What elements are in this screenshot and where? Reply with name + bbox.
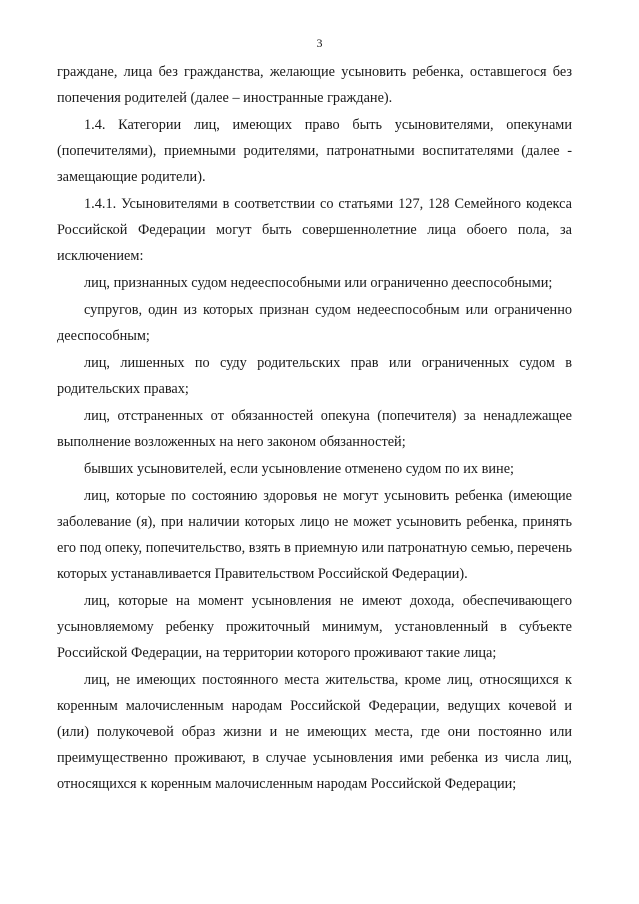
page-number: 3	[316, 36, 323, 50]
paragraph-1-4: 1.4. Категории лиц, имеющих право быть усыновителями, опекунами (попечителями), приемными родителями, патронатными воспитателями (далее - замещающие родители).	[57, 117, 572, 185]
list-item-residence: лиц, не имеющих постоянного места жительства, кроме лиц, относящихся к коренным малочисленным народам Российской Федерации, ведущих кочевой и (или) полукочевой образ жизни и не имеющих места, где они постоянно или преимущественно проживают, в случае усыновления ими ребенка из числа лиц, относящихся к коренным малочисленным народам Российской Федерации;	[57, 672, 572, 792]
list-item-removed-guardians: лиц, отстраненных от обязанностей опекуна (попечителя) за ненадлежащее выполнение возложенных на него законом обязанностей;	[57, 408, 572, 450]
list-item-income: лиц, которые на момент усыновления не имеют дохода, обеспечивающего усыновляемому ребенку прожиточный минимум, установленный в субъекте Российской Федерации, на территории которого проживают такие лица;	[57, 593, 572, 661]
document-body	[57, 59, 572, 798]
list-item-incapacitated: лиц, признанных судом недееспособными или ограниченно дееспособными;	[84, 275, 553, 291]
list-item-spouses: супругов, один из которых признан судом недееспособным или ограниченно дееспособным;	[57, 302, 572, 344]
paragraph-continuation: граждане, лица без гражданства, желающие усыновить ребенка, оставшегося без попечения родителей (далее – иностранные граждане).	[57, 64, 572, 106]
list-item-former-adopters: бывших усыновителей, если усыновление отменено судом по их вине;	[84, 461, 515, 477]
list-item-health: лиц, которые по состоянию здоровья не могут усыновить ребенка (имеющие заболевание (я), при наличии которых лицо не может усыновить ребенка, принять его под опеку, попечительство, взять в приемную или патронатную семью, перечень которых устанавливается Правительством Российской Федерации).	[57, 488, 572, 582]
list-item-deprived-parental-rights: лиц, лишенных по суду родительских прав или ограниченных судом в родительских правах;	[57, 355, 572, 397]
paragraph-1-4-1: 1.4.1. Усыновителями в соответствии со статьями 127, 128 Семейного кодекса Российской Федерации могут быть совершеннолетние лица обоего пола, за исключением:	[57, 196, 572, 264]
